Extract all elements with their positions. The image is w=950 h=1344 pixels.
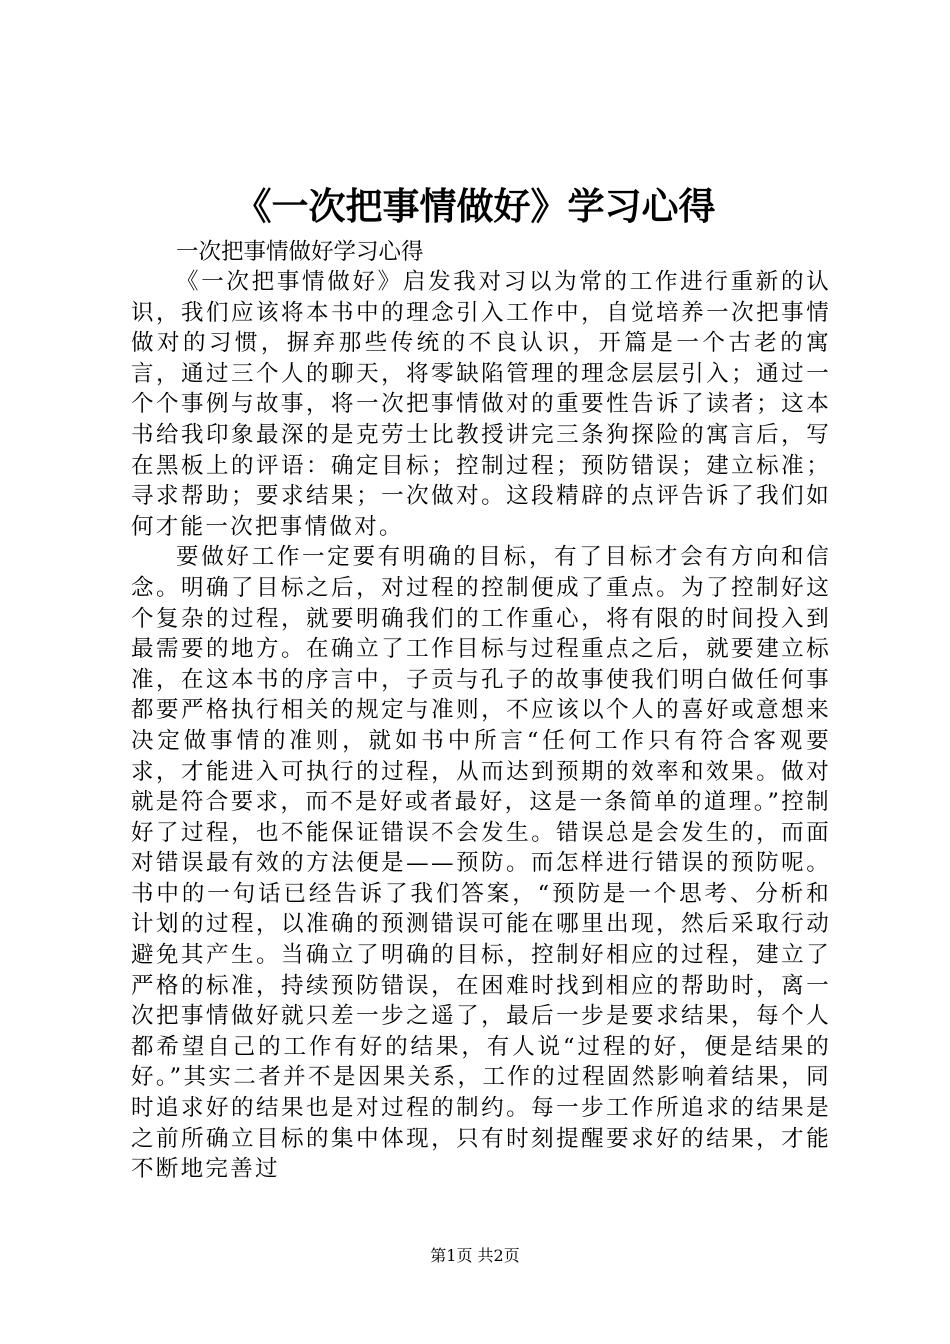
document-title: 《一次把事情做好》学习心得 [234,185,716,228]
body-paragraph: 要做好工作一定要有明确的目标，有了目标才会有方向和信念。明确了目标之后，对过程的控制便成了重点。为了控制好这个复杂的过程，就要明确我们的工作重心，将有限的时间投入到最需要的地方。在确立了工作目标与过程重点之后，就要建立标准，在这本书的序言中，子贡与孔子的故事使我们明白做任何事都要严格执行相关的规定与准则，不应该以个人的喜好或意想来决定做事情的准则，就如书中所言“任何工作只有符合客观要求，才能进入可执行的过程，从而达到预期的效率和效果。做对就是符合要求，而不是好或者最好，这是一条简单的道理。”控制好了过程，也不能保证错误不会发生。错误总是会发生的，而面对错误最有效的方法便是——预防。而怎样进行错误的预防呢。书中的一句话已经告诉了我们答案，“预防是一个思考、分析和计划的过程，以准确的预测错误可能在哪里出现，然后采取行动避免其产生。当确立了明确的目标，控制好相应的过程，建立了严格的标准，持续预防错误，在困难时找到相应的帮助时，离一次把事情做好就只差一步之遥了，最后一步是要求结果，每个人都希望自己的工作有好的结果，有人说“过程的好，便是结果的好。”其实二者并不是因果关系，工作的过程固然影响着结果，同时追求好的结果也是对过程的制约。每一步工作所追求的结果是之前所确立目标的集中体现，只有时刻提醒要求好的结果，才能不断地完善过 [131,544,831,1183]
body-paragraph: 《一次把事情做好》启发我对习以为常的工作进行重新的认识，我们应该将本书中的理念引入工作中，自觉培养一次把事情做对的习惯，摒弃那些传统的不良认识，开篇是一个古老的寓言，通过三个人的聊天，将零缺陷管理的理念层层引入；通过一个个事例与故事，将一次把事情做对的重要性告诉了读者；这本书给我印象最深的是克劳士比教授讲完三条狗探险的寓言后，写在黑板上的评语：确定目标；控制过程；预防错误；建立标准；寻求帮助；要求结果；一次做对。这段精辟的点评告诉了我们如何才能一次把事情做对。 [131,269,831,540]
page-footer [0,1245,950,1267]
page-number: 第1页 共2页 [430,1246,520,1265]
document-subtitle: 一次把事情做好学习心得 [176,239,424,265]
document-body [131,267,831,1185]
